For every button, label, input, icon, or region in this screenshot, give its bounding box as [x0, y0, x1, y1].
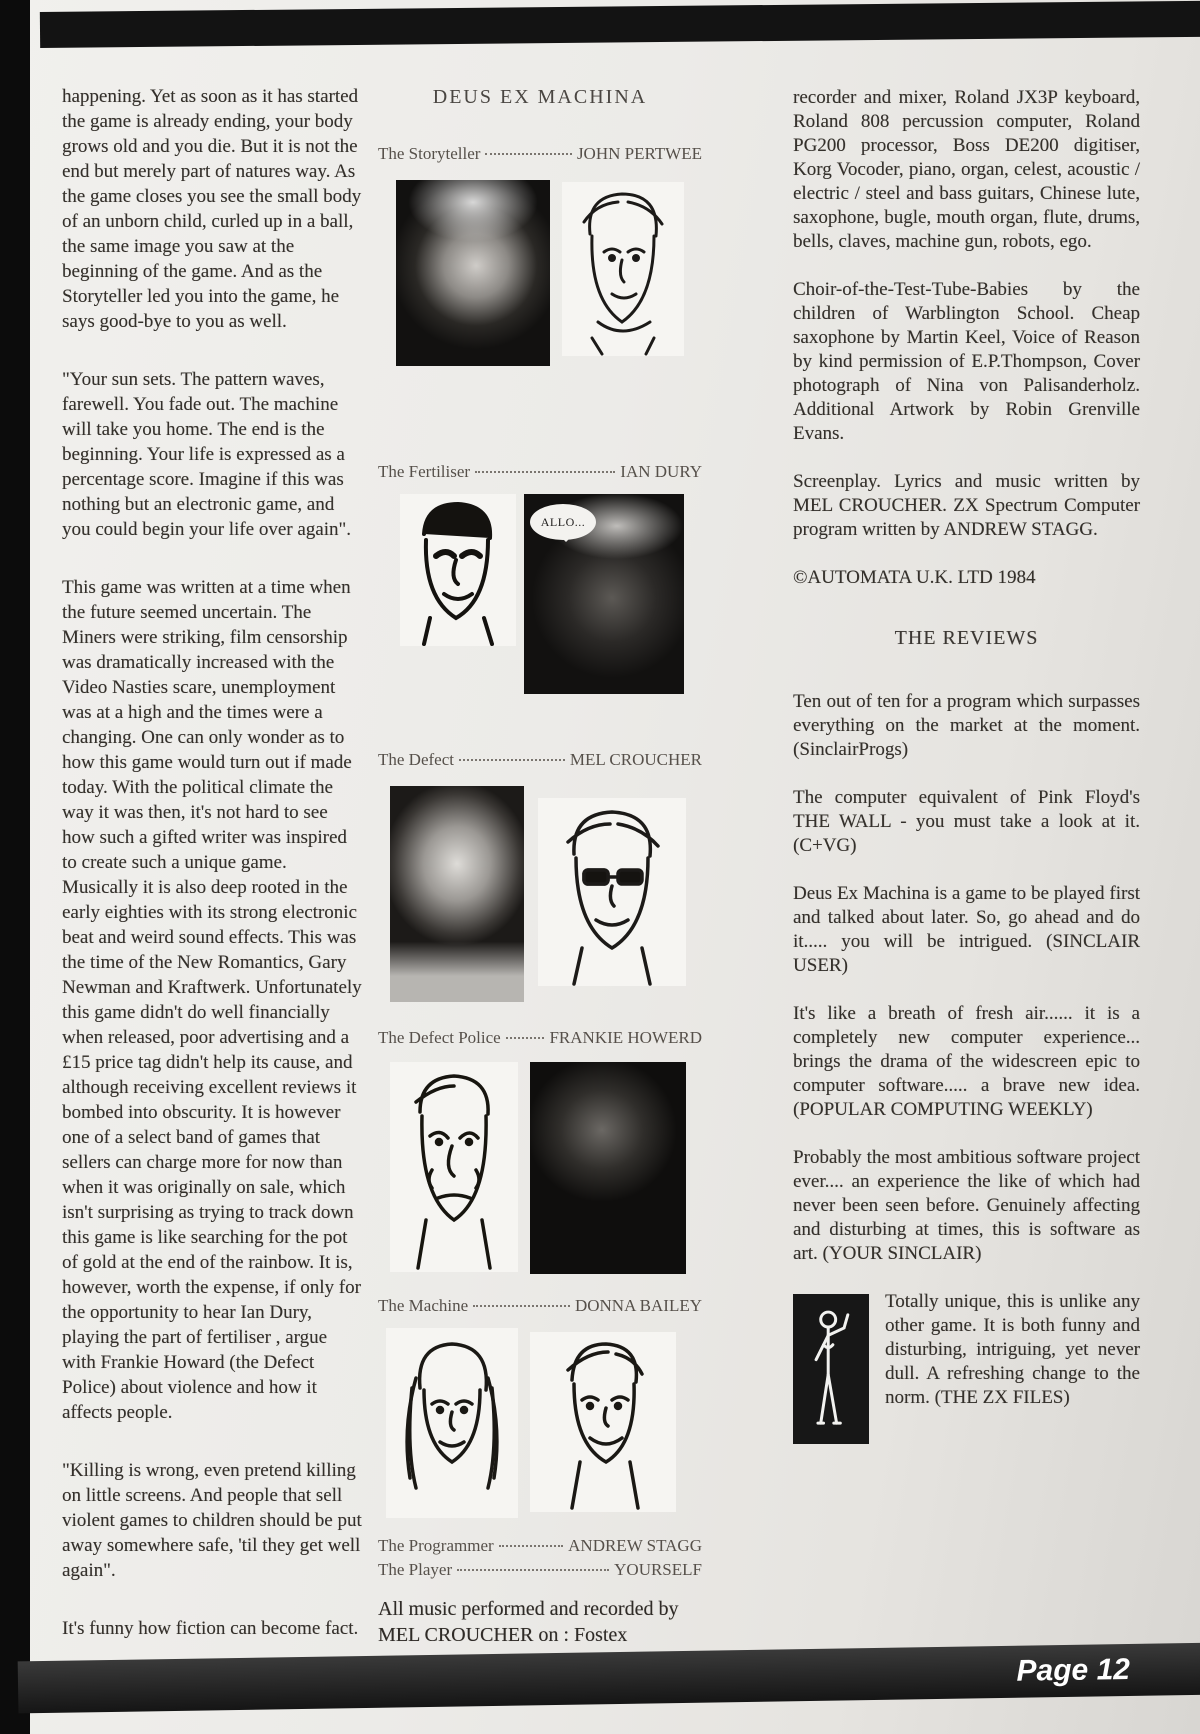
- review-paragraph: The computer equivalent of Pink Floyd's THE WALL - you must take a look at it. (C+VG): [793, 787, 1140, 856]
- review-paragraph: Deus Ex Machina is a game to be played first and talked about later. So, go ahead and do it..... you will be intrigued. (SINCLAIR USER): [793, 883, 1140, 976]
- cast-actor: MEL CROUCHER: [569, 750, 702, 769]
- article-paragraph: happening. Yet as soon as it has started the game is already ending, your body grows old and you die. But it is not the end but merely part of natures way. As the game closes you see the small body of an unborn child, curled up in a ball, the same image you saw at the beginning of the game. And as the Storyteller led you into the game, he says good-bye to you as well.: [62, 86, 362, 332]
- top-rule-bar: [40, 1, 1200, 48]
- cast-row-machine: [378, 1296, 702, 1316]
- photo-frankie-howerd: [530, 1062, 686, 1274]
- scan-left-gutter: [0, 0, 30, 1734]
- cast-role: The Programmer: [378, 1536, 494, 1555]
- article-paragraph: This game was written at a time when the future seemed uncertain. The Miners were striking, film censorship was dramatically increased with the Video Nasties scare, unemployment was at a high and the times were a changing. One can only wonder as to how this game would turn out if made today. With the political climate the way it was then, it's not hard to see how such a gifted writer was inspired to create such a unique game. Musically it is also deep rooted in the early eighties with its strong electronic beat and weird sound effects. This was the time of the New Romantics, Gary Newman and Kraftwerk. Unfortunately this game didn't do well financially when released, poor advertising and a £15 price tag didn't help its cause, and although receiving excellent reviews it bombed into obscurity. It is however one of a select band of games that sellers can charge more for now than when it was originally on sale, which isn't surprising as trying to track down this game is like searching for the pot of gold at the end of the rainbow. It is, however, worth the expense, if only for the opportunity to hear Ian Dury, playing the part of fertiliser , argue with Frankie Howard (the Defect Police) about violence and how it affects people.: [62, 577, 362, 1423]
- music-credit: [378, 1596, 702, 1648]
- reviews-heading: THE REVIEWS: [894, 627, 1039, 649]
- dot-leader: [506, 1037, 545, 1039]
- cast-row-storyteller: [378, 144, 702, 164]
- credits-paragraph: Screenplay. Lyrics and music written by MEL CROUCHER. ZX Spectrum Computer program written by ANDREW STAGG.: [793, 471, 1140, 540]
- defect-police-images: [378, 1062, 702, 1274]
- cast-actor: FRANKIE HOWERD: [549, 1028, 702, 1047]
- speech-bubble: ALLO...: [530, 504, 596, 540]
- dot-leader: [473, 1305, 570, 1307]
- cast-actor: DONNA BAILEY: [574, 1296, 702, 1315]
- zx-files-figure-icon: [793, 1294, 869, 1444]
- review-paragraph: It's like a breath of fresh air...... it is a completely new computer experience... brings the drama of the widescreen epic to computer software..... a brave new idea. (POPULAR COMPUTING WEEKLY): [793, 1003, 1140, 1120]
- cast-role: The Fertiliser: [378, 462, 471, 481]
- review-paragraph: Ten out of ten for a program which surpasses everything on the market at the moment. (SinclairProgs): [793, 691, 1140, 760]
- dot-leader: [475, 471, 615, 473]
- dot-leader: [457, 1569, 609, 1571]
- cast-role: The Storyteller: [378, 144, 481, 163]
- dot-leader: [459, 759, 565, 761]
- review-paragraph: Totally unique, this is unlike any other game. It is both funny and disturbing, intriguing, yet never dull. A refreshing change to the norm. (THE ZX FILES): [885, 1291, 1140, 1408]
- credits-paragraph: Choir-of-the-Test-Tube-Babies by the children of Warblington School. Cheap saxophone by Martin Keel, Voice of Reason by kind permission of E.P.Thompson, Cover photograph of Nina von Palisanderholz. Additional Artwork by Robin Grenville Evans.: [793, 279, 1140, 444]
- cast-actor: JOHN PERTWEE: [576, 144, 702, 163]
- page-number: Page 12: [1016, 1652, 1131, 1688]
- sketch-mel-croucher: [538, 798, 686, 986]
- sketch-frankie-howerd: [390, 1062, 518, 1272]
- sketch-ian-dury: [400, 494, 516, 646]
- dot-leader: [499, 1545, 563, 1547]
- cast-role: The Player: [378, 1560, 453, 1579]
- photo-ian-dury: [524, 494, 684, 694]
- cast-role: The Defect Police: [378, 1028, 501, 1047]
- credits-reviews-column: [793, 86, 1140, 1446]
- credits-paragraph: recorder and mixer, Roland JX3P keyboard, Roland 808 percussion computer, Roland PG200 processor, Boss DE200 digitiser, Korg Vocoder, piano, organ, celest, acoustic / electric / steel and bass guitars, Chinese lute, saxophone, bugle, mouth organ, flute, drums, bells, claves, machine gun, robots, ego.: [793, 87, 1140, 252]
- sketch-machine-second: [530, 1332, 676, 1512]
- photo-john-pertwee: [396, 180, 550, 366]
- defect-images: [378, 786, 702, 1002]
- cast-row-defect: [378, 750, 702, 770]
- cast-role: The Machine: [378, 1296, 469, 1315]
- cast-role: The Defect: [378, 750, 454, 769]
- article-paragraph: It's funny how fiction can become fact.: [62, 1618, 359, 1639]
- cast-title: DEUS EX MACHINA: [432, 86, 648, 108]
- cast-actor: ANDREW STAGG: [568, 1536, 702, 1555]
- music-credit-line: MEL CROUCHER on : Fostex: [378, 1624, 628, 1646]
- cast-row-programmer: [378, 1536, 702, 1556]
- photo-mel-croucher: [390, 786, 524, 1002]
- sketch-john-pertwee: [562, 182, 684, 356]
- fertiliser-images: [378, 494, 702, 694]
- review-paragraph: Probably the most ambitious software project ever.... an experience the like of which had never been seen before. Genuinely affecting and disturbing at times, this is software as art. (YOUR SINCLAIR): [793, 1147, 1140, 1264]
- sketch-donna-bailey: [386, 1328, 518, 1518]
- cast-column: [378, 86, 702, 1648]
- music-credit-line: All music performed and recorded by: [378, 1598, 679, 1620]
- article-paragraph: "Killing is wrong, even pretend killing on little screens. And people that sell violent games to children should be put away somewhere safe, 'til they get well again".: [62, 1460, 362, 1581]
- article-left-column: [62, 84, 364, 1674]
- article-paragraph: "Your sun sets. The pattern waves, farewell. You fade out. The machine will take you home. The end is the beginning. Your life is expressed as a percentage score. Imagine if this was nothing but an electronic game, and you could begin your life over again".: [62, 369, 351, 540]
- cast-actor: IAN DURY: [620, 462, 702, 481]
- storyteller-images: [378, 180, 702, 366]
- zx-files-review: [793, 1290, 1140, 1446]
- cast-row-fertiliser: [378, 462, 702, 482]
- cast-row-defect-police: [378, 1028, 702, 1048]
- cast-row-player: [378, 1560, 702, 1580]
- cast-actor: YOURSELF: [614, 1560, 702, 1579]
- copyright-line: ©AUTOMATA U.K. LTD 1984: [793, 567, 1036, 588]
- machine-images: [378, 1328, 702, 1518]
- dot-leader: [485, 153, 571, 155]
